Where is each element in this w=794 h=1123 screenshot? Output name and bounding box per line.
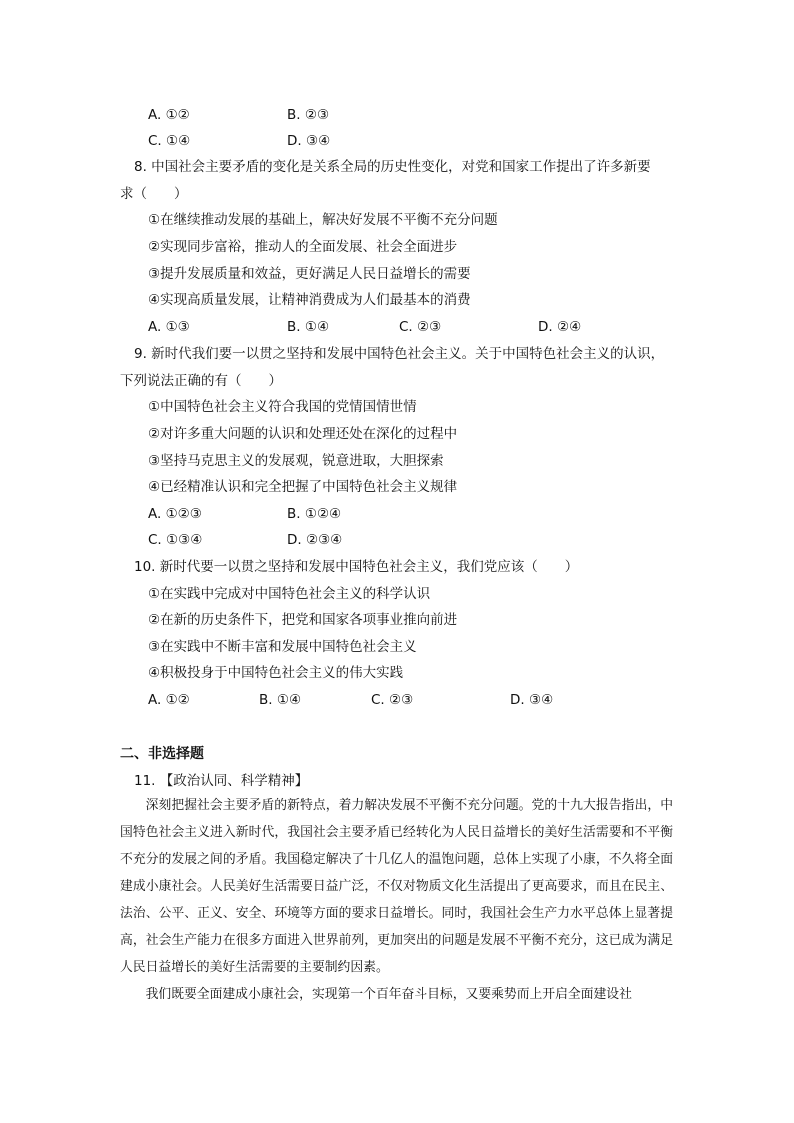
q9-statement-2: ②对许多重大问题的认识和处理还处在深化的过程中 bbox=[148, 426, 458, 442]
q9-option-b: B. ①②④ bbox=[287, 506, 342, 522]
q10-statement-1: ①在实践中完成对中国特色社会主义的科学认识 bbox=[148, 586, 431, 602]
q8-stem-line2: 求（ ） bbox=[120, 186, 188, 202]
q10-option-a: A. ①② bbox=[148, 692, 190, 708]
q10-option-d: D. ③④ bbox=[510, 692, 554, 708]
q10-stem: 10. 新时代要一以贯之坚持和发展中国特色社会主义，我们党应该（ ） bbox=[134, 559, 579, 575]
q8-statement-1: ①在继续推动发展的基础上，解决好发展不平衡不充分问题 bbox=[148, 212, 498, 228]
q10-statement-4: ④积极投身于中国特色社会主义的伟大实践 bbox=[148, 665, 404, 681]
q8-statement-4: ④实现高质量发展，让精神消费成为人们最基本的消费 bbox=[148, 292, 471, 308]
q8-stem-line1: 8. 中国社会主要矛盾的变化是关系全局的历史性变化，对党和国家工作提出了许多新要 bbox=[134, 159, 651, 175]
q9-option-d: D. ②③④ bbox=[287, 532, 343, 548]
q8-statement-3: ③提升发展质量和效益，更好满足人民日益增长的需要 bbox=[148, 266, 471, 282]
section-title: 二、非选择题 bbox=[120, 746, 204, 762]
q9-stem-line2: 下列说法正确的有（ ） bbox=[120, 373, 282, 389]
q9-statement-4: ④已经精准认识和完全把握了中国特色社会主义规律 bbox=[148, 479, 458, 495]
q7-option-a: A. ①② bbox=[148, 107, 190, 123]
q11-material bbox=[120, 792, 673, 1008]
q10-statement-2: ②在新的历史条件下，把党和国家各项事业推向前进 bbox=[148, 612, 458, 628]
q9-option-c: C. ①③④ bbox=[148, 532, 203, 548]
q9-option-a: A. ①②③ bbox=[148, 506, 202, 522]
q10-option-b: B. ①④ bbox=[259, 692, 302, 708]
q11-title: 11. 【政治认同、科学精神】 bbox=[134, 773, 309, 789]
q11-paragraph-1: 深刻把握社会主要矛盾的新特点，着力解决发展不平衡不充分问题。党的十九大报告指出，中国特色社会主义进入新时代，我国社会主要矛盾已经转化为人民日益增长的美好生活需要和不平衡不充分的发展之间的矛盾。我国稳定解决了十几亿人的温饱问题，总体上实现了小康，不久将全面建成小康社会。人民美好生活需要日益广泛，不仅对物质文化生活提出了更高要求，而且在民主、法治、公平、正义、安全、环境等方面的要求日益增长。同时，我国社会生产力水平总体上显著提高，社会生产能力在很多方面进入世界前列，更加突出的问题是发展不平衡不充分，这已成为满足人民日益增长的美好生活需要的主要制约因素。 bbox=[120, 798, 673, 975]
q11-paragraph-2: 我们既要全面建成小康社会，实现第一个百年奋斗目标，又要乘势而上开启全面建设社 bbox=[145, 987, 632, 1002]
q8-option-c: C. ②③ bbox=[399, 319, 442, 335]
q9-statement-1: ①中国特色社会主义符合我国的党情国情世情 bbox=[148, 399, 417, 415]
q8-option-a: A. ①③ bbox=[148, 319, 190, 335]
q7-option-c: C. ①④ bbox=[148, 133, 191, 149]
q9-statement-3: ③坚持马克思主义的发展观，锐意进取，大胆探索 bbox=[148, 453, 444, 469]
q8-option-d: D. ②④ bbox=[538, 319, 582, 335]
q9-stem-line1: 9. 新时代我们要一以贯之坚持和发展中国特色社会主义。关于中国特色社会主义的认识， bbox=[134, 346, 665, 362]
q8-option-b: B. ①④ bbox=[287, 319, 330, 335]
q10-option-c: C. ②③ bbox=[371, 692, 414, 708]
q10-statement-3: ③在实践中不断丰富和发展中国特色社会主义 bbox=[148, 639, 417, 655]
q8-statement-2: ②实现同步富裕，推动人的全面发展、社会全面进步 bbox=[148, 239, 458, 255]
q7-option-d: D. ③④ bbox=[287, 133, 331, 149]
q7-option-b: B. ②③ bbox=[287, 107, 330, 123]
